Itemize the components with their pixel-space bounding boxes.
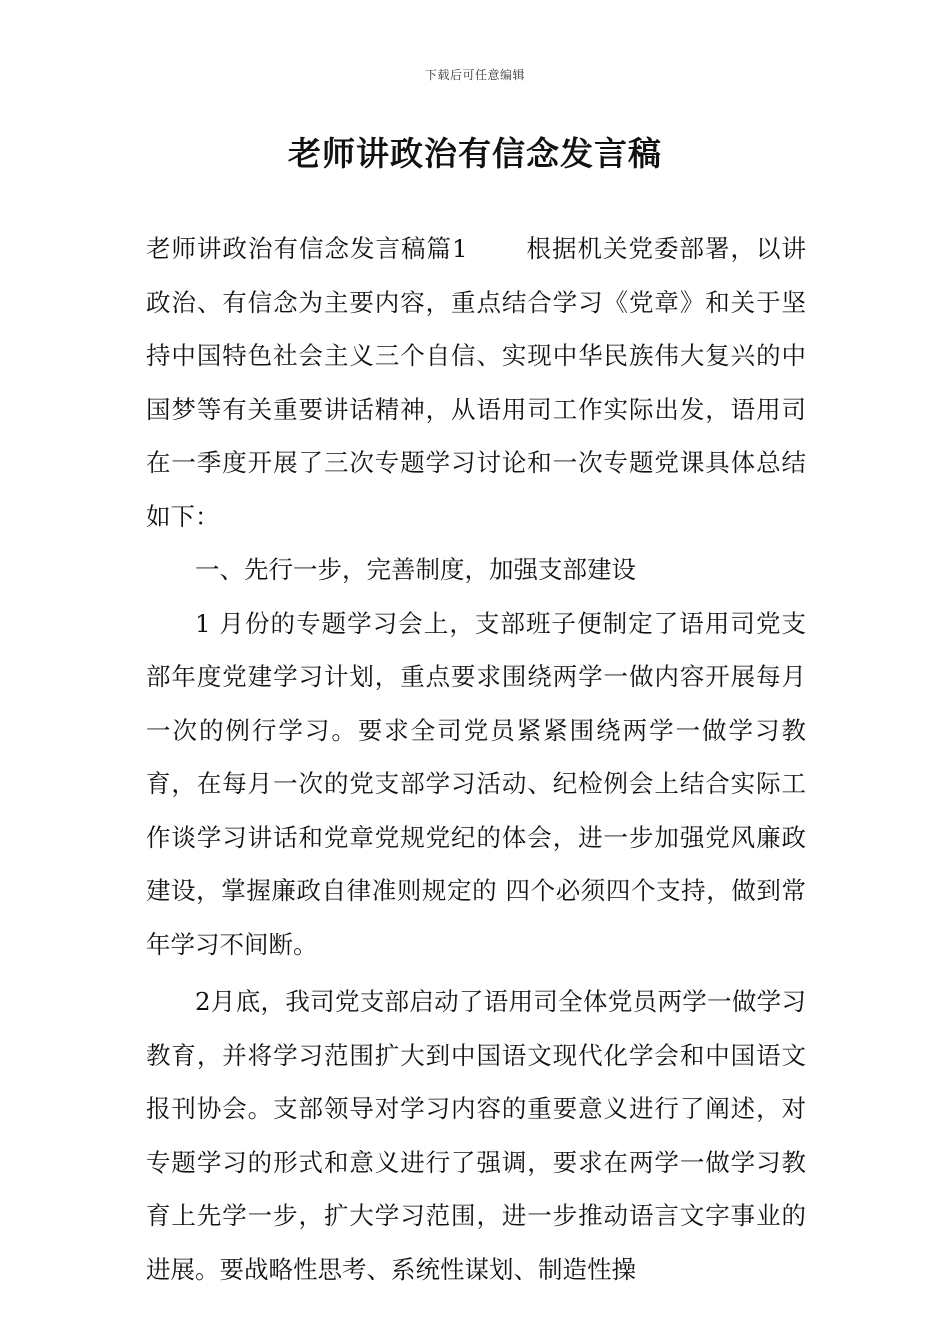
intro-text: 根据机关党委部署，以讲政治、有信念为主要内容，重点结合学习《党章》和关于坚持中国特色社会主义三个自信、实现中华民族伟大复兴的中国梦等有关重要讲话精神，从语用司工作实际出发，语用司在一季度开展了三次专题学习讨论和一次专题党课具体总结如下： xyxy=(146,234,807,531)
header-note: 下载后可任意编辑 xyxy=(424,68,525,82)
document-title: 老师讲政治有信念发言稿 xyxy=(288,134,662,173)
intro-label: 老师讲政治有信念发言稿篇1 xyxy=(146,234,468,263)
paragraph-2: 2月底，我司党支部启动了语用司全体党员两学一做学习教育，并将学习范围扩大到中国语文现代化学会和中国语文报刊协会。支部领导对学习内容的重要意义进行了阐述，对专题学习的形式和意义进行了强调，要求在两学一做学习教育上先学一步，扩大学习范围，进一步推动语言文字事业的进展。要战略性思考、系统性谋划、制造性操 xyxy=(146,987,806,1284)
paragraph-1: 1 月份的专题学习会上，支部班子便制定了语用司党支部年度党建学习计划，重点要求围绕两学一做内容开展每月一次的例行学习。要求全司党员紧紧围绕两学一做学习教育，在每月一次的党支部学习活动、纪检例会上结合实际工作谈学习讲话和党章党规党纪的体会，进一步加强党风廉政建设，掌握廉政自律准则规定的 四个必须四个支持，做到常年学习不间断。 xyxy=(146,608,806,959)
document-body xyxy=(146,222,806,1296)
section-heading: 一、先行一步，完善制度，加强支部建设 xyxy=(195,555,636,584)
intro-paragraph xyxy=(146,222,806,543)
